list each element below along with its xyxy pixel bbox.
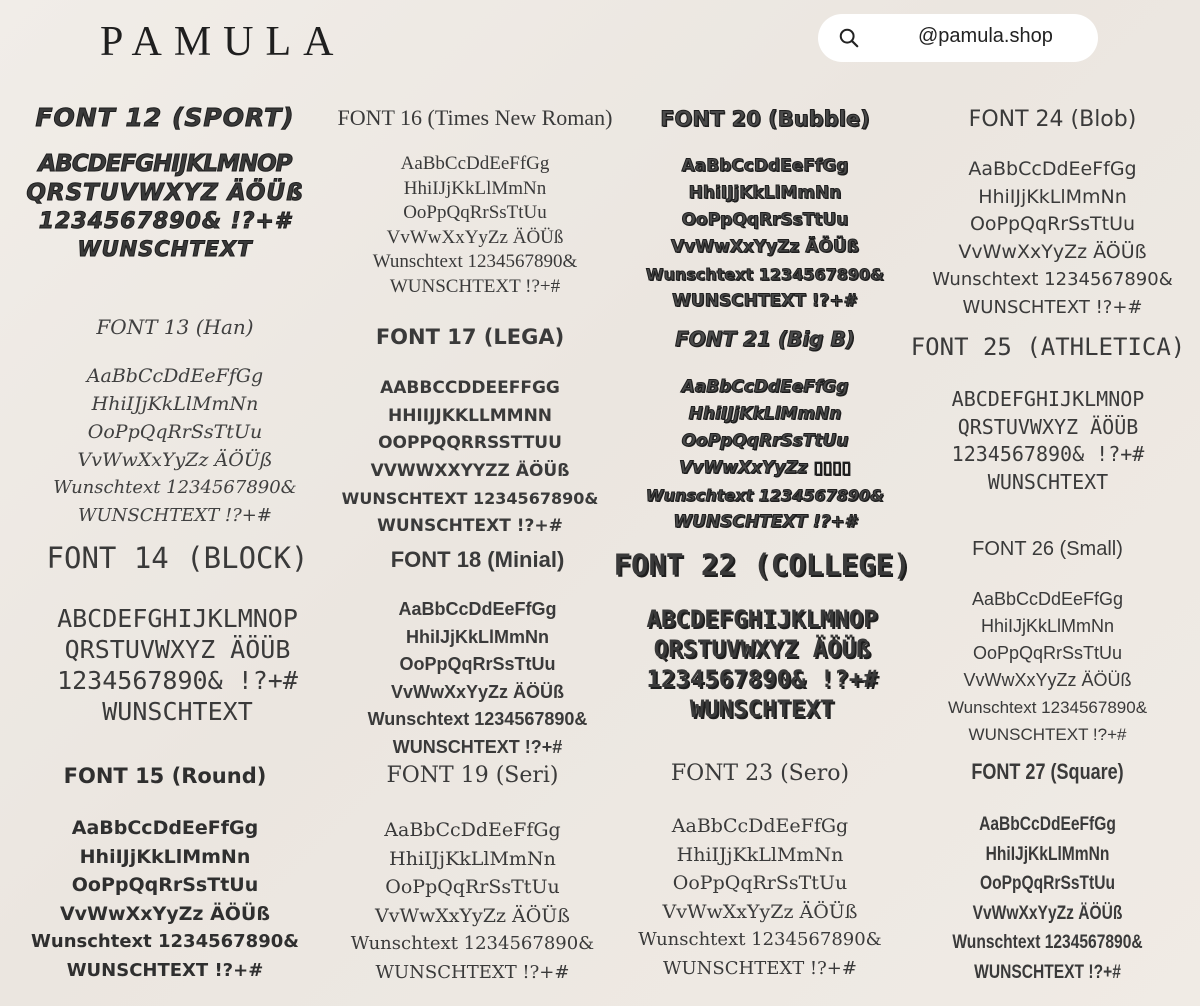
font-title: FONT 27 (Square)	[971, 759, 1124, 784]
sample-line: AaBbCcDdEeFfGg	[398, 599, 557, 620]
font-sample-font27	[943, 760, 1152, 987]
sample-line: 1234567890& !?+#	[38, 208, 292, 234]
sample-line: OoPpQqRrSsTtUu	[972, 643, 1123, 663]
sample-line: HhiIJjKkLlMmNn	[985, 843, 1110, 865]
sample-line: HhiIJjKkLlMmNn	[79, 845, 251, 868]
font-sample-font14	[10, 543, 345, 727]
sample-line: HhiIJjKkLlMmNn	[389, 847, 556, 870]
font-sample-font19	[315, 764, 630, 987]
sample-line: ABCDEFGHIJKLMNOP	[57, 603, 298, 633]
sample-line: WUNSCHTEXT	[689, 694, 835, 723]
sample-line: WUNSCHTEXT !?+#	[962, 296, 1143, 318]
sample-line: QRSTUVWXYZ ÄÖÜß	[653, 634, 871, 663]
font-sample-font17	[315, 326, 625, 540]
sample-line: Wunschtext 1234567890&	[645, 265, 885, 285]
sample-line: WUNSCHTEXT 1234567890&	[341, 489, 599, 509]
sample-line: 1234567890& !?+#	[646, 664, 878, 693]
font-sample-font22	[592, 550, 932, 724]
font-title: FONT 20 (Bubble)	[660, 107, 870, 131]
sample-line: VvWwXxYyZz ÄÖÜß	[59, 902, 271, 925]
sample-line: WUNSCHTEXT !?+#	[66, 959, 264, 981]
sample-line: AaBbCcDdEeFfGg	[86, 365, 264, 387]
sample-line: WUNSCHTEXT !?+#	[375, 961, 570, 983]
sample-line: ABCDEFGHIJKLMNOP	[646, 604, 878, 633]
sample-line: WUNSCHTEXT !?+#	[968, 725, 1127, 744]
sample-line: VvWwXxYyZz ÄÖÜß	[662, 900, 858, 923]
sample-line: HhiIJjKkLlMmNn	[405, 626, 549, 647]
sample-line: AaBbCcDdEeFfGg	[71, 817, 259, 840]
sample-line: Wunschtext 1234567890&	[350, 933, 595, 955]
sample-line: VvWwXxYyZz ÄÖÜß	[386, 226, 564, 248]
font-title: FONT 22 (COLLEGE)	[613, 548, 911, 582]
font-title: FONT 16 (Times New Roman)	[337, 105, 613, 130]
sample-line: WUNSCHTEXT !?+#	[672, 291, 858, 312]
sample-line: AaBbCcDdEeFfGg	[971, 589, 1124, 609]
sample-line: AaBbCcDdEeFfGg	[384, 819, 561, 842]
font-sample-font18	[325, 548, 630, 761]
sample-line: Wunschtext 1234567890&	[372, 251, 578, 273]
sample-line: WUNSCHTEXT !?+#	[377, 515, 563, 536]
sample-line: Wunschtext 1234567890&	[53, 477, 297, 498]
sample-line: OoPpQqRrSsTtUu	[969, 213, 1136, 236]
search-icon	[838, 27, 860, 49]
sample-line: VVWWXXYYZZ ÄÖÜß	[370, 460, 570, 481]
sample-line: OoPpQqRrSsTtUu	[385, 876, 560, 899]
sample-line: WUNSCHTEXT	[102, 696, 253, 726]
font-sample-font24	[905, 108, 1200, 321]
sample-line: HhiIJjKkLlMmNn	[978, 185, 1127, 208]
sample-line: HhiIJjKkLlMmNn	[688, 183, 842, 204]
font-title: FONT 14 (BLOCK)	[46, 541, 309, 575]
font-title: FONT 17 (LEGA)	[375, 325, 565, 349]
sample-line: AaBbCcDdEeFfGg	[671, 815, 849, 838]
sample-line: Wunschtext 1234567890&	[638, 929, 882, 951]
font-title: FONT 26 (Small)	[972, 538, 1123, 560]
font-sample-font16	[320, 106, 630, 299]
sample-line: WUNSCHTEXT !?+#	[673, 512, 857, 532]
font-title: FONT 15 (Round)	[63, 764, 267, 788]
sample-line: WUNSCHTEXT !?+#	[974, 961, 1121, 983]
sample-line: OoPpQqRrSsTtUu	[681, 431, 849, 451]
sample-line: WUNSCHTEXT	[77, 236, 253, 261]
sample-line: Wunschtext 1234567890&	[367, 709, 588, 730]
sample-line: 1234567890& !?+#	[57, 665, 298, 695]
font-sample-font25	[898, 334, 1198, 496]
sample-line: Wunschtext 1234567890&	[645, 486, 885, 505]
sample-line: Wunschtext 1234567890&	[31, 931, 299, 953]
sample-line: VvWwXxYyZz ÄÖÜß	[958, 240, 1147, 263]
sample-line: VvWwXxYyZz ÄÖÜß	[963, 670, 1132, 690]
sample-line: ABCDEFGHIJKLMNOP	[951, 387, 1145, 412]
sample-line: AaBbCcDdEeFfGg	[979, 814, 1116, 836]
sample-line: HhiIJjKkLlMmNn	[688, 404, 842, 424]
sample-line: VvWwXxYyZz ÄÖÜß	[671, 237, 859, 258]
sample-line: OoPpQqRrSsTtUu	[403, 202, 547, 224]
sample-line: QRSTUVWXYZ ÄÖÜß	[26, 179, 304, 206]
sample-line: HHIIJJKKLLMMNN	[387, 405, 553, 426]
sample-line: VvWwXxYyZz ÄÖÜß	[390, 681, 565, 702]
sample-line: OoPpQqRrSsTtUu	[71, 874, 259, 897]
font-title: FONT 13 (Han)	[96, 315, 254, 339]
sample-line: Wunschtext 1234567890&	[947, 698, 1148, 717]
sample-line: 1234567890& !?+#	[951, 442, 1145, 467]
font-sample-font20	[615, 108, 915, 315]
font-title: FONT 23 (Sero)	[670, 761, 850, 786]
sample-line: WUNSCHTEXT !?+#	[392, 736, 563, 757]
sample-line: WUNSCHTEXT !?+#	[78, 505, 272, 526]
brand-logo: PAMULA	[100, 19, 346, 65]
sample-line: OoPpQqRrSsTtUu	[681, 210, 849, 231]
sample-line: OoPpQqRrSsTtUu	[672, 872, 848, 895]
sample-line: HhiIJjKkLlMmNn	[676, 843, 844, 866]
font-title: FONT 18 (Minial)	[390, 547, 565, 572]
font-title: FONT 12 (SPORT)	[35, 103, 295, 132]
font-sample-font15	[0, 765, 330, 985]
sample-line: Wunschtext 1234567890&	[952, 932, 1143, 954]
font-sample-font23	[610, 762, 910, 983]
font-title: FONT 19 (Seri)	[386, 763, 559, 788]
sample-line: ABCDEFGHIJKLMNOP	[38, 150, 292, 177]
font-title: FONT 24 (Blob)	[968, 107, 1137, 132]
sample-line: HhiIJjKkLlMmNn	[980, 616, 1115, 636]
sample-line: VvWwXxYyZz ▯▯▯▯	[679, 458, 851, 478]
search-handle-pill[interactable]	[818, 14, 1098, 62]
sample-line: WUNSCHTEXT !?+#	[663, 957, 857, 979]
sample-line: AaBbCcDdEeFfGg	[681, 156, 849, 177]
sample-line: AABBCCDDEEFFGG	[380, 378, 560, 399]
font-sample-font21	[615, 328, 915, 536]
sample-line: VvWwXxYyZz ÄÖÜß	[972, 902, 1123, 924]
font-title: FONT 21 (Big B)	[675, 327, 855, 351]
sample-line: OoPpQqRrSsTtUu	[979, 873, 1116, 895]
sample-line: VvWwXxYyZz ÄÖÜß	[77, 449, 273, 471]
sample-line: WUNSCHTEXT !?+#	[389, 275, 561, 297]
sample-line: OOPPQQRRSSTTUU	[378, 433, 562, 454]
sample-line: OoPpQqRrSsTtUu	[87, 421, 263, 443]
sample-line: Wunschtext 1234567890&	[932, 269, 1173, 291]
font-sample-font13	[10, 316, 340, 530]
sample-line: AaBbCcDdEeFfGg	[400, 153, 550, 175]
sample-line: AaBbCcDdEeFfGg	[968, 158, 1137, 181]
font-title: FONT 25 (ATHLETICA)	[910, 333, 1186, 361]
sample-line: WUNSCHTEXT	[987, 469, 1109, 494]
shop-handle: @pamula.shop	[918, 25, 1053, 47]
font-sample-font12	[10, 104, 320, 263]
sample-line: HhiIJjKkLlMmNn	[91, 393, 259, 415]
sample-line: VvWwXxYyZz ÄÖÜß	[374, 904, 571, 927]
sample-line: AaBbCcDdEeFfGg	[681, 377, 849, 397]
sample-line: QRSTUVWXYZ ÄÖÜB	[957, 414, 1139, 439]
font-sample-font26	[915, 538, 1180, 748]
sample-line: QRSTUVWXYZ ÄÖÜB	[64, 634, 291, 664]
sample-line: HhiIJjKkLlMmNn	[403, 177, 547, 199]
sample-line: OoPpQqRrSsTtUu	[399, 654, 556, 675]
